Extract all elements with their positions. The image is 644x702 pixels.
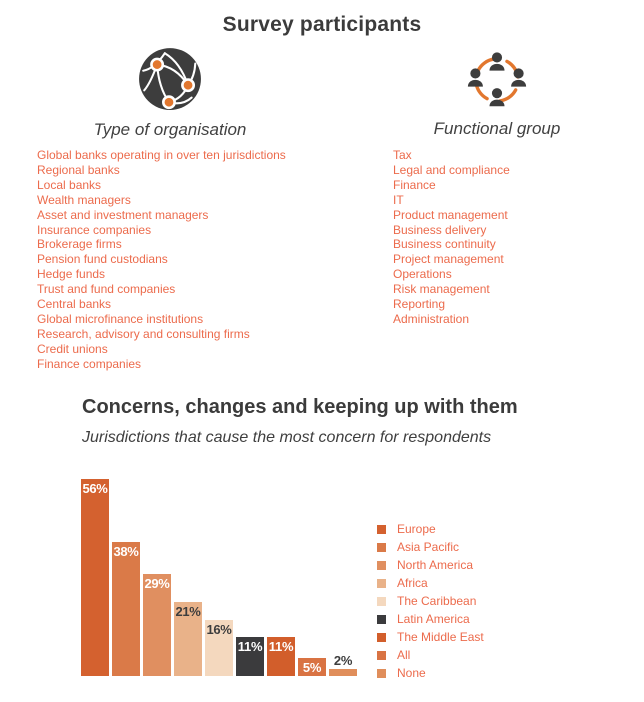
functional-group-item: Operations xyxy=(393,267,452,282)
organisation-item: Central banks xyxy=(37,297,112,312)
legend-swatch xyxy=(377,561,386,570)
legend-label: The Caribbean xyxy=(397,594,477,608)
bar-the-caribbean xyxy=(205,620,233,676)
functional-group-list xyxy=(393,148,510,327)
organisation-column xyxy=(60,46,280,140)
bar-value-label: 38% xyxy=(113,544,139,559)
chart-legend xyxy=(377,520,484,682)
legend-item-all xyxy=(377,646,484,664)
functional-group-item: IT xyxy=(393,192,404,207)
bar-series xyxy=(81,464,357,676)
concern-bar-chart xyxy=(81,464,371,676)
legend-item-the-caribbean xyxy=(377,592,484,610)
organisation-item: Insurance companies xyxy=(37,222,152,237)
organisation-item: Global microfinance institutions xyxy=(37,311,204,326)
bar-latin-america xyxy=(236,637,264,676)
legend-label: The Middle East xyxy=(397,630,484,644)
bar-value-label: 29% xyxy=(144,576,170,591)
concerns-subtitle: Jurisdictions that cause the most concern for respondents xyxy=(82,429,492,446)
organisation-item: Global banks operating in over ten jurisdictions xyxy=(37,148,286,162)
bar-africa xyxy=(174,602,202,676)
legend-label: North America xyxy=(397,558,474,572)
bar-none xyxy=(329,653,357,676)
legend-swatch xyxy=(377,525,386,534)
functional-group-item: Reporting xyxy=(393,297,446,312)
legend-item-asia-pacific xyxy=(377,538,484,556)
legend-label: None xyxy=(397,666,426,680)
legend-swatch xyxy=(377,579,386,588)
functional-group-item: Tax xyxy=(393,148,412,162)
legend-swatch xyxy=(377,597,386,606)
organisation-item: Finance companies xyxy=(37,356,142,371)
functional-group-item: Product management xyxy=(393,207,508,222)
functional-column xyxy=(387,46,607,139)
legend-label: Africa xyxy=(397,576,428,590)
legend-item-the-middle-east xyxy=(377,628,484,646)
legend-swatch xyxy=(377,669,386,678)
functional-group-item: Business continuity xyxy=(393,237,496,252)
legend-item-north-america xyxy=(377,556,484,574)
bar-north-america xyxy=(143,574,171,676)
bar-value-label: 11% xyxy=(268,639,294,654)
legend-item-none xyxy=(377,664,484,682)
legend-swatch xyxy=(377,543,386,552)
legend-item-latin-america xyxy=(377,610,484,628)
organisation-item: Hedge funds xyxy=(37,267,106,282)
organisation-item: Credit unions xyxy=(37,341,108,356)
legend-label: Latin America xyxy=(397,612,470,626)
bar-value-label: 56% xyxy=(82,481,108,496)
organisation-item: Research, advisory and consulting firms xyxy=(37,326,250,341)
people-group-icon xyxy=(465,49,529,111)
functional-group-item: Administration xyxy=(393,311,470,326)
bar-all xyxy=(298,658,326,676)
legend-swatch xyxy=(377,633,386,642)
bar-asia-pacific xyxy=(112,542,140,676)
legend-item-africa xyxy=(377,574,484,592)
concerns-title: Concerns, changes and keeping up with them xyxy=(82,396,518,418)
legend-item-europe xyxy=(377,520,484,538)
functional-group-item: Legal and compliance xyxy=(393,162,510,177)
organisation-item: Local banks xyxy=(37,177,102,192)
bar-value-label: 5% xyxy=(302,660,322,675)
organisation-item: Wealth managers xyxy=(37,192,131,207)
legend-swatch xyxy=(377,651,386,660)
page-title: Survey participants xyxy=(222,13,422,36)
organisation-item: Asset and investment managers xyxy=(37,207,209,222)
legend-label: Europe xyxy=(397,522,436,536)
functional-group-item: Project management xyxy=(393,252,504,267)
functional-group-item: Risk management xyxy=(393,282,490,297)
functional-group-item: Business delivery xyxy=(393,222,487,237)
organisation-item: Regional banks xyxy=(37,162,120,177)
globe-network-icon xyxy=(137,46,203,112)
legend-label: All xyxy=(397,648,411,662)
bar-value-label: 2% xyxy=(333,653,353,668)
legend-swatch xyxy=(377,615,386,624)
organisation-item: Trust and fund companies xyxy=(37,282,176,297)
organisation-label: Type of organisation xyxy=(93,120,247,139)
organisation-item: Pension fund custodians xyxy=(37,252,168,267)
bar-europe xyxy=(81,479,109,676)
functional-label: Functional group xyxy=(433,119,561,138)
bar-value-label: 21% xyxy=(175,604,201,619)
legend-label: Asia Pacific xyxy=(397,540,460,554)
bar-value-label: 11% xyxy=(237,639,263,654)
organisation-list xyxy=(37,148,286,372)
bar-the-middle-east xyxy=(267,637,295,676)
functional-group-item: Finance xyxy=(393,177,436,192)
organisation-item: Brokerage firms xyxy=(37,237,122,252)
bar-value-label: 16% xyxy=(206,622,232,637)
